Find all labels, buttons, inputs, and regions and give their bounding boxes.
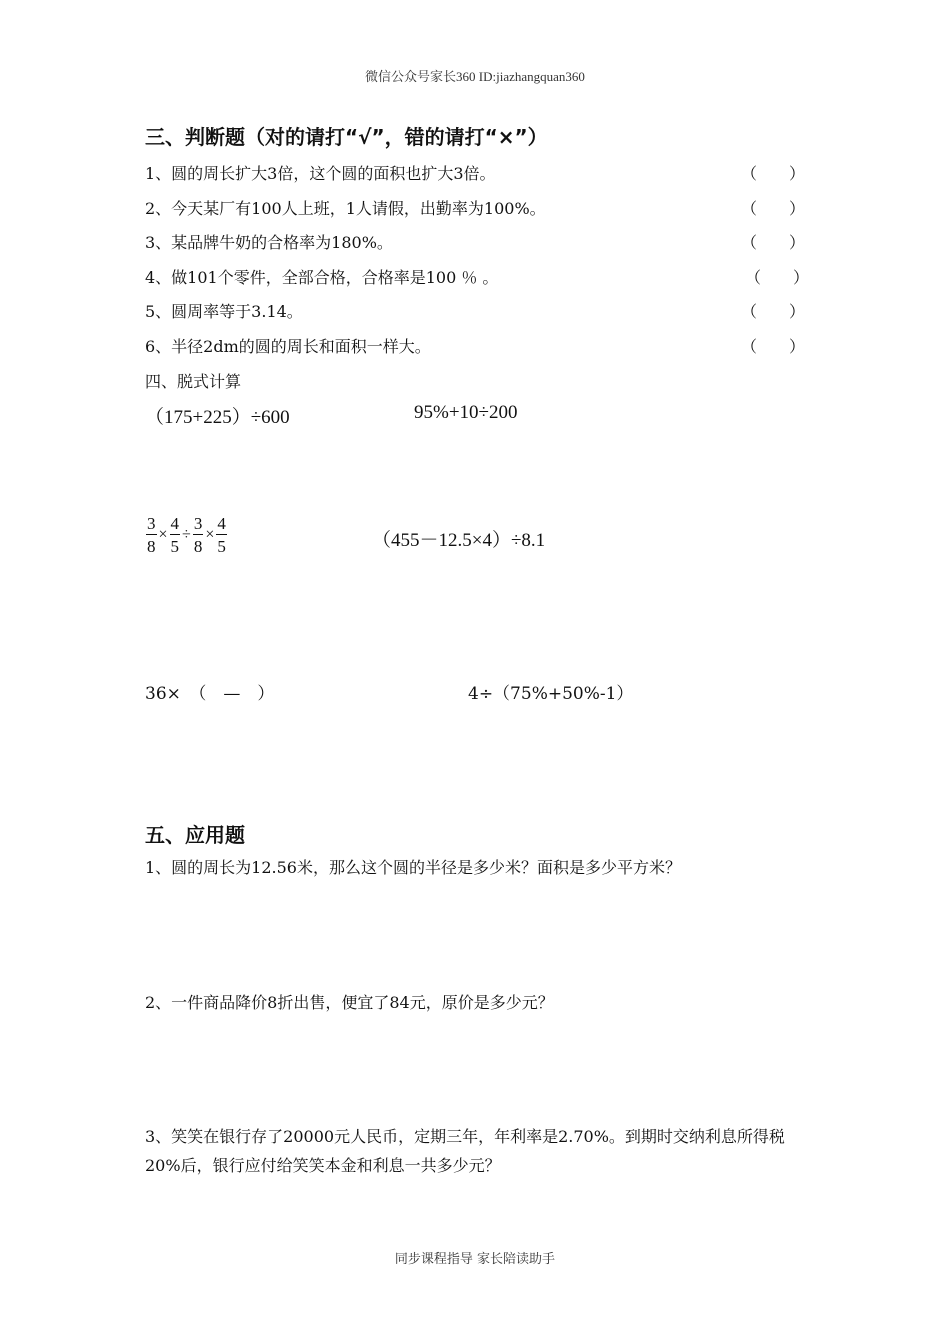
judgment-item-1: 1、圆的周长扩大3倍，这个圆的面积也扩大3倍。 bbox=[145, 164, 496, 183]
answer-paren-5[interactable]: （ ） bbox=[741, 302, 806, 321]
page-footer: 同步课程指导 家长陪读助手 bbox=[394, 1252, 556, 1267]
fraction-expression bbox=[145, 515, 228, 555]
operator-1: × bbox=[158, 526, 168, 543]
calc-expression-2: 95%+10÷200 bbox=[414, 402, 518, 423]
fraction-3-denominator: 8 bbox=[193, 537, 203, 556]
answer-paren-6[interactable]: （ ） bbox=[741, 337, 806, 356]
judgment-item-3: 3、某品牌牛奶的合格率为180%。 bbox=[145, 233, 393, 252]
fraction-2-numerator: 4 bbox=[170, 514, 180, 533]
fraction-2 bbox=[170, 515, 181, 555]
fraction-1-denominator: 8 bbox=[147, 537, 156, 556]
judgment-item-6: 6、半径2dm的圆的周长和面积一样大。 bbox=[145, 337, 431, 356]
calc-expression-4: 36× （ — ） bbox=[145, 684, 275, 704]
answer-paren-4[interactable]: （ ） bbox=[745, 268, 810, 287]
page-header: 微信公众号家长360 ID:jiazhangquan360 bbox=[365, 69, 585, 84]
answer-paren-2[interactable]: （ ） bbox=[741, 199, 806, 218]
fraction-2-denominator: 5 bbox=[170, 537, 180, 556]
fraction-4-numerator: 4 bbox=[217, 514, 226, 533]
judgment-item-4: 4、做101个零件，全部合格，合格率是100 ％ 。 bbox=[145, 268, 499, 287]
fraction-3 bbox=[193, 515, 204, 555]
judgment-item-2: 2、今天某厂有100人上班，1人请假，出勤率为100%。 bbox=[145, 199, 546, 218]
section-5-title: 五、应用题 bbox=[145, 823, 245, 847]
answer-paren-1[interactable]: （ ） bbox=[741, 164, 806, 183]
section-4-title: 四、脱式计算 bbox=[145, 372, 242, 391]
calc-expression-1: （175+225）÷600 bbox=[145, 407, 290, 428]
calc-expression-3: （455－12.5×4）÷8.1 bbox=[372, 530, 546, 551]
operator-3: × bbox=[205, 526, 215, 543]
word-problem-3: 3、笑笑在银行存了20000元人民币，定期三年，年利率是2.70%。到期时交纳利息所得税20%后，银行应付给笑笑本金和利息一共多少元？ bbox=[145, 1127, 785, 1175]
fraction-4-denominator: 5 bbox=[217, 537, 226, 556]
answer-paren-3[interactable]: （ ） bbox=[741, 233, 806, 252]
judgment-item-5: 5、圆周率等于3.14。 bbox=[145, 302, 303, 321]
word-problem-1: 1、圆的周长为12.56米，那么这个圆的半径是多少米？面积是多少平方米？ bbox=[145, 858, 681, 877]
section-3-title: 三、判断题（对的请打“√”，错的请打“×”） bbox=[145, 125, 548, 149]
fraction-1 bbox=[146, 515, 157, 555]
operator-2: ÷ bbox=[182, 526, 191, 543]
word-problem-2: 2、一件商品降价8折出售，便宜了84元，原价是多少元？ bbox=[145, 993, 554, 1012]
fraction-4 bbox=[216, 515, 227, 555]
fraction-1-numerator: 3 bbox=[147, 514, 156, 533]
fraction-3-numerator: 3 bbox=[193, 514, 203, 533]
calc-expression-5: 4÷（75%+50%-1） bbox=[468, 684, 634, 704]
